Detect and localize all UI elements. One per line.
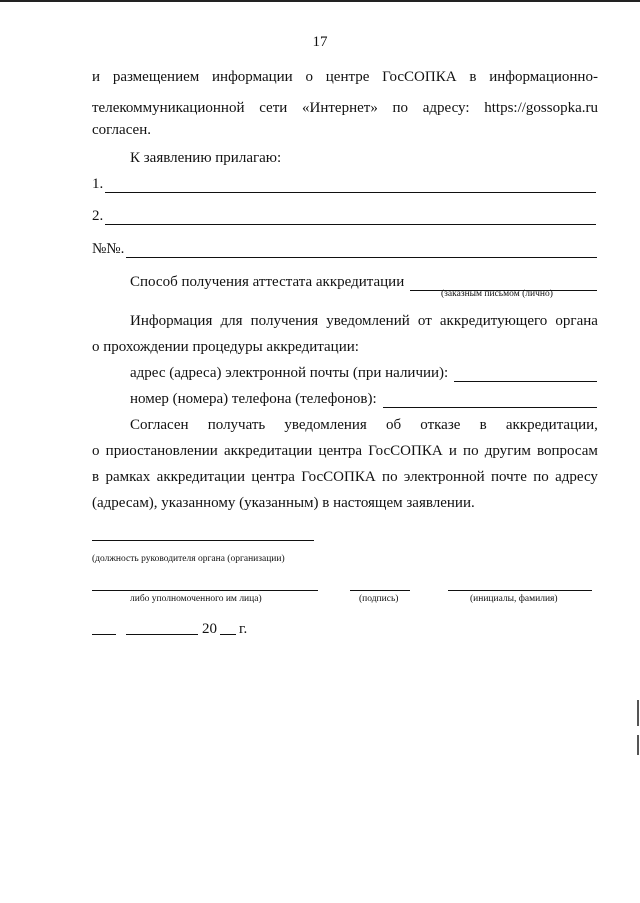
word: для bbox=[220, 313, 243, 329]
year-suffix: г. bbox=[239, 621, 248, 637]
year-prefix: 20 bbox=[202, 621, 217, 637]
paragraph-line bbox=[130, 312, 598, 330]
paragraph-line bbox=[92, 468, 598, 486]
paragraph-line bbox=[130, 416, 598, 434]
word: получения bbox=[250, 313, 319, 329]
attachment-field-2[interactable] bbox=[92, 207, 596, 225]
word: уведомления bbox=[284, 417, 367, 433]
word: информационно- bbox=[489, 69, 598, 85]
name-blank[interactable] bbox=[448, 590, 592, 591]
word: органа bbox=[555, 313, 598, 329]
attestat-hint: (заказным письмом (лично) bbox=[441, 289, 553, 299]
word: адресу bbox=[555, 469, 598, 485]
page-number: 17 bbox=[312, 34, 328, 50]
authorized-blank[interactable] bbox=[92, 590, 318, 591]
word: по bbox=[463, 443, 479, 459]
position-hint: (должность руководителя органа (организации) bbox=[92, 554, 285, 564]
fill-line bbox=[454, 368, 597, 382]
email-label: адрес (адреса) электронной почты (при наличии): bbox=[130, 365, 449, 381]
paragraph-line bbox=[92, 442, 598, 460]
word: электронной bbox=[403, 469, 485, 485]
fill-line bbox=[105, 211, 596, 225]
attachment-label: 2. bbox=[92, 208, 104, 224]
word: о bbox=[92, 443, 100, 459]
word: и bbox=[92, 69, 101, 85]
word: по bbox=[533, 469, 549, 485]
word: https://gossopka.ru bbox=[484, 100, 598, 116]
word: Согласен bbox=[130, 417, 189, 433]
attachment-label: 1. bbox=[92, 176, 104, 192]
phone-label: номер (номера) телефона (телефонов): bbox=[130, 391, 377, 407]
word: по bbox=[382, 469, 398, 485]
word: в bbox=[92, 469, 100, 485]
email-field[interactable] bbox=[130, 364, 597, 382]
paragraph-line: (адресам), указанному (указанным) в настоящем заявлении. bbox=[92, 495, 475, 511]
word: аккредитации, bbox=[505, 417, 598, 433]
word: центра bbox=[251, 469, 295, 485]
fill-line bbox=[105, 179, 596, 193]
word: о bbox=[305, 69, 313, 85]
word: информации bbox=[212, 69, 293, 85]
paragraph-line: согласен. bbox=[92, 122, 151, 138]
word: в bbox=[479, 417, 487, 433]
fill-line bbox=[126, 244, 597, 258]
paragraph-line: о прохождении процедуры аккредитации: bbox=[92, 339, 359, 355]
scan-edge-mark bbox=[637, 700, 639, 726]
word: отказе bbox=[420, 417, 461, 433]
word: размещением bbox=[112, 69, 200, 85]
word: адресу: bbox=[422, 100, 470, 116]
word: ГосСОПКА bbox=[301, 469, 376, 485]
word: от bbox=[417, 313, 432, 329]
attachments-intro: К заявлению прилагаю: bbox=[130, 150, 282, 166]
word: об bbox=[385, 417, 402, 433]
word: аккредитации bbox=[156, 469, 245, 485]
attestat-label: Способ получения аттестата аккредитации bbox=[130, 274, 405, 290]
word: и bbox=[448, 443, 457, 459]
word: почте bbox=[491, 469, 527, 485]
authorized-hint: либо уполномоченного им лица) bbox=[130, 594, 262, 604]
top-border bbox=[0, 0, 640, 2]
word: рамках bbox=[105, 469, 151, 485]
word: центра bbox=[318, 443, 363, 459]
word: вопросам bbox=[537, 443, 598, 459]
year-blank[interactable] bbox=[220, 634, 236, 635]
attachment-field-1[interactable] bbox=[92, 175, 596, 193]
word: Информация bbox=[130, 313, 213, 329]
word: ГосСОПКА bbox=[368, 443, 443, 459]
word: телекоммуникационной bbox=[92, 100, 245, 116]
scan-edge-mark bbox=[637, 735, 639, 755]
name-hint: (инициалы, фамилия) bbox=[470, 594, 558, 604]
word: уведомлений bbox=[326, 313, 410, 329]
attachment-label: №№. bbox=[92, 241, 125, 257]
word: в bbox=[469, 69, 477, 85]
attachment-field-3[interactable] bbox=[92, 240, 597, 258]
month-blank[interactable] bbox=[126, 634, 198, 635]
day-blank[interactable] bbox=[92, 634, 116, 635]
word: центре bbox=[325, 69, 370, 85]
phone-field[interactable] bbox=[130, 390, 597, 408]
signature-hint: (подпись) bbox=[359, 594, 399, 604]
word: аккредитации bbox=[223, 443, 313, 459]
word: «Интернет» bbox=[302, 100, 378, 116]
word: по bbox=[392, 100, 409, 116]
paragraph-line bbox=[92, 99, 598, 117]
paragraph-line bbox=[92, 68, 598, 86]
word: другим bbox=[484, 443, 531, 459]
signature-blank[interactable] bbox=[350, 590, 410, 591]
position-blank[interactable] bbox=[92, 540, 314, 541]
word: сети bbox=[259, 100, 288, 116]
word: ГосСОПКА bbox=[382, 69, 457, 85]
word: получать bbox=[207, 417, 266, 433]
word: приостановлении bbox=[105, 443, 218, 459]
fill-line bbox=[383, 394, 597, 408]
word: аккредитующего bbox=[439, 313, 548, 329]
